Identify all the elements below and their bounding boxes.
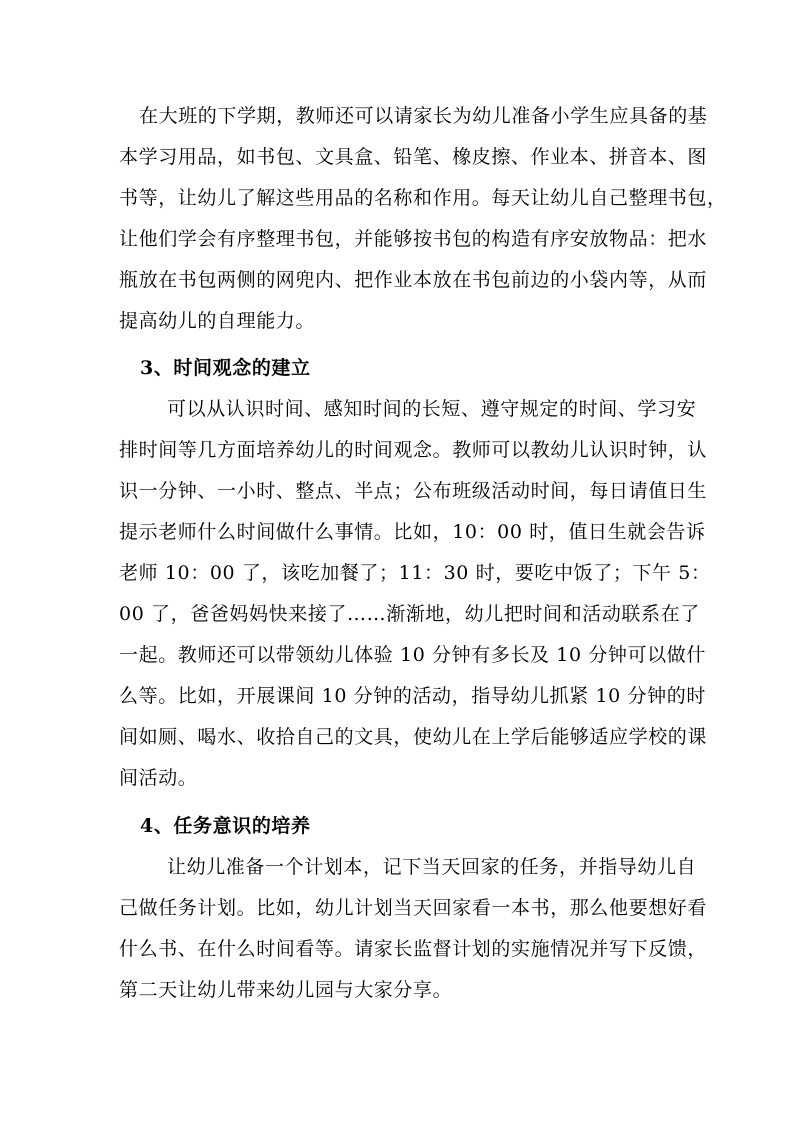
paragraph-line: 提示老师什么时间做什么事情。比如，10：00 时，值日生就会告诉	[119, 521, 706, 543]
paragraph-line: 什么书、在什么时间看等。请家长监督计划的实施情况并写下反馈，	[119, 938, 708, 960]
paragraph-line: 一起。教师还可以带领幼儿体验 10 分钟有多长及 10 分钟可以做什	[119, 644, 706, 666]
paragraph-line: 可以从认识时间、感知时间的长短、遵守规定的时间、学习安	[167, 398, 697, 420]
paragraph-line: 书等，让幼儿了解这些用品的名称和作用。每天让幼儿自己整理书包，	[119, 187, 727, 209]
paragraph-line: 瓶放在书包两侧的网兜内、把作业本放在书包前边的小袋内等，从而	[119, 269, 708, 291]
paragraph-line: 排时间等几方面培养幼儿的时间观念。教师可以教幼儿认识时钟，认	[119, 439, 708, 461]
paragraph-line: 间活动。	[119, 767, 198, 789]
paragraph-line: 本学习用品，如书包、文具盒、铅笔、橡皮擦、作业本、拼音本、图	[119, 146, 708, 168]
paragraph-line: 间如厕、喝水、收拾自己的文具，使幼儿在上学后能够适应学校的课	[119, 726, 708, 748]
paragraph-line: 么等。比如，开展课间 10 分钟的活动，指导幼儿抓紧 10 分钟的时	[119, 685, 706, 707]
paragraph-school-supplies	[119, 96, 727, 342]
paragraph-line: 己做任务计划。比如，幼儿计划当天回家看一本书，那么他要想好看	[119, 897, 708, 919]
paragraph-line: 在大班的下学期，教师还可以请家长为幼儿准备小学生应具备的基	[139, 105, 708, 127]
paragraph-line: 提高幼儿的自理能力。	[119, 310, 316, 332]
paragraph-line: 让他们学会有序整理书包，并能够按书包的构造有序安放物品：把水	[119, 228, 708, 250]
paragraph-line: 00 了，爸爸妈妈快来接了……渐渐地，幼儿把时间和活动联系在了	[119, 603, 700, 625]
paragraph-line: 识一分钟、一小时、整点、半点；公布班级活动时间，每日请值日生	[119, 480, 708, 502]
paragraph-task-awareness	[119, 847, 708, 1011]
paragraph-line: 老师 10：00 了，该吃加餐了；11：30 时，要吃中饭了；下午 5：	[119, 562, 711, 584]
section-heading-time-concept: 3、时间观念的建立	[140, 357, 311, 379]
paragraph-time-concept	[119, 389, 711, 799]
paragraph-line: 让幼儿准备一个计划本，记下当天回家的任务，并指导幼儿自	[167, 856, 697, 878]
section-heading-task-awareness: 4、任务意识的培养	[140, 815, 311, 837]
paragraph-line: 第二天让幼儿带来幼儿园与大家分享。	[119, 979, 453, 1001]
